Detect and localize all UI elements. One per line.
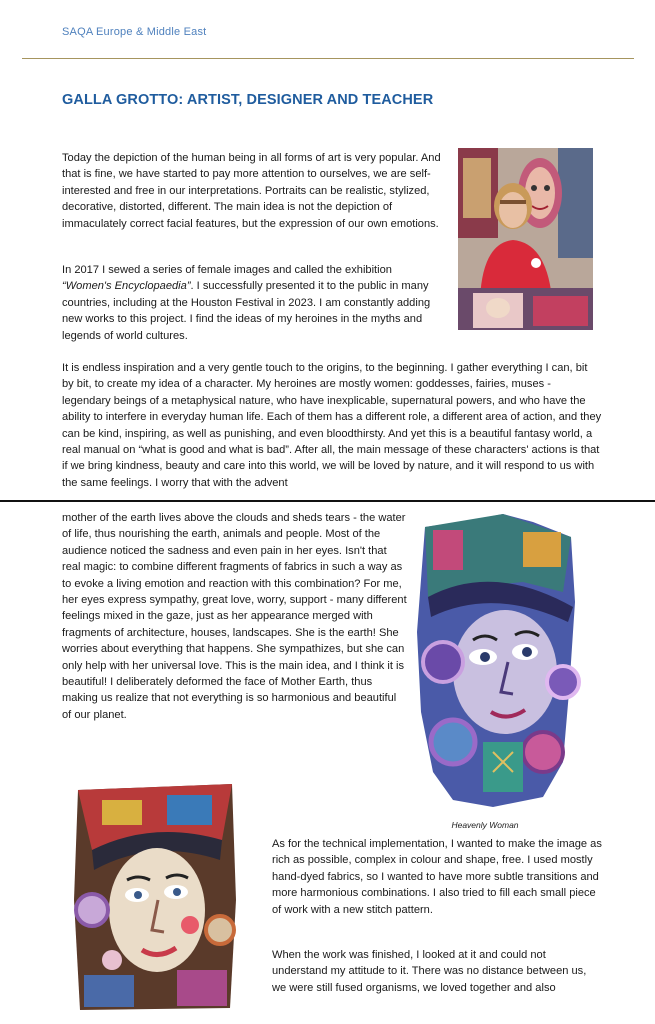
organization-header: SAQA Europe & Middle East	[62, 26, 207, 38]
exhibition-name: “Women's Encyclopaedia”	[62, 280, 191, 293]
paragraph-4: mother of the earth lives above the clouds and sheds tears - the water of life, thus nourishing the earth, animals and people. Most of the audience noticed the sadness and even pain in her eyes. Isn't that real magic: to combine different fragments of fabrics in such a way as to evoke a living emotion and reaction with this combination? For me, her eyes express sympathy, great love, worry, support - many different feelings mixed in the gaze, just as her appearance merged with fragments of architecture, houses, landscapes. She is the earth! She worries about everything that happens. She sympathizes, but she can only help with her universal love. This is the main idea, and I think it is beautiful! I deliberately deformed the face of Mother Earth, thus making us realize that not everything is so harmonious and beautiful of our planet.	[62, 512, 407, 721]
heavenly-woman-quilt-image	[413, 512, 581, 810]
portrait-quilt-image	[72, 780, 238, 1012]
page-break-divider	[0, 500, 655, 502]
paragraph-2	[62, 262, 442, 344]
paragraph-2-text-a: In 2017 I sewed a series of female images and called the exhibition	[62, 264, 392, 276]
paragraph-5: As for the technical implementation, I wanted to make the image as rich as possible, complex in colour and shape, free. I used mostly hand-dyed fabrics, so I wanted to have more subtle transitions and more harmonious combinations. I also tried to fill each small piece of work with a new stitch pattern.	[272, 838, 602, 916]
figure-caption: Heavenly Woman	[451, 820, 519, 830]
header-divider	[22, 58, 634, 59]
artist-photo	[458, 148, 593, 330]
paragraph-6: When the work was finished, I looked at it and could not understand my attitude to it. There was no distance between us, we were still fused organisms, we loved together and also	[272, 949, 587, 994]
article-title: GALLA GROTTO: ARTIST, DESIGNER AND TEACHER	[62, 92, 434, 108]
paragraph-2-text-b: . I successfully presented it to the public in many countries, including at the Houston Festival in 2023. I am constantly adding new works to this project. I find the ideas of my heroines in the myths and legends of world cultures.	[62, 280, 431, 342]
paragraph-1: Today the depiction of the human being in all forms of art is very popular. And that is fine, we have started to pay more attention to ourselves, we are self-interested and free in our interpretations. Portraits can be realistic, stylized, decorative, distorted, different. The main idea is not the depiction of immaculately correct facial features, but the expression of our own emotions.	[62, 152, 441, 230]
paragraph-3: It is endless inspiration and a very gentle touch to the origins, to the beginning. I gather everything I can, bit by bit, to create my idea of a character. My heroines are mostly women: goddesses, fairies, muses - legendary beings of a metaphysical nature, who have inexplicable, supernatural powers, and who have the ability to interfere in everyday human life. Each of them has a different role, a different area of action, and they can be kind, inspiring, as well as punishing, and even bloodthirsty. And yet this is a beautiful fantasy world, a real manual on “what is good and what is bad”. After all, the main message of these characters' actions is that if we bring kindness, beauty and care into this world, we will be loved by nature, and it will respond to us with the same feelings. I worry that with the advent	[62, 362, 602, 489]
